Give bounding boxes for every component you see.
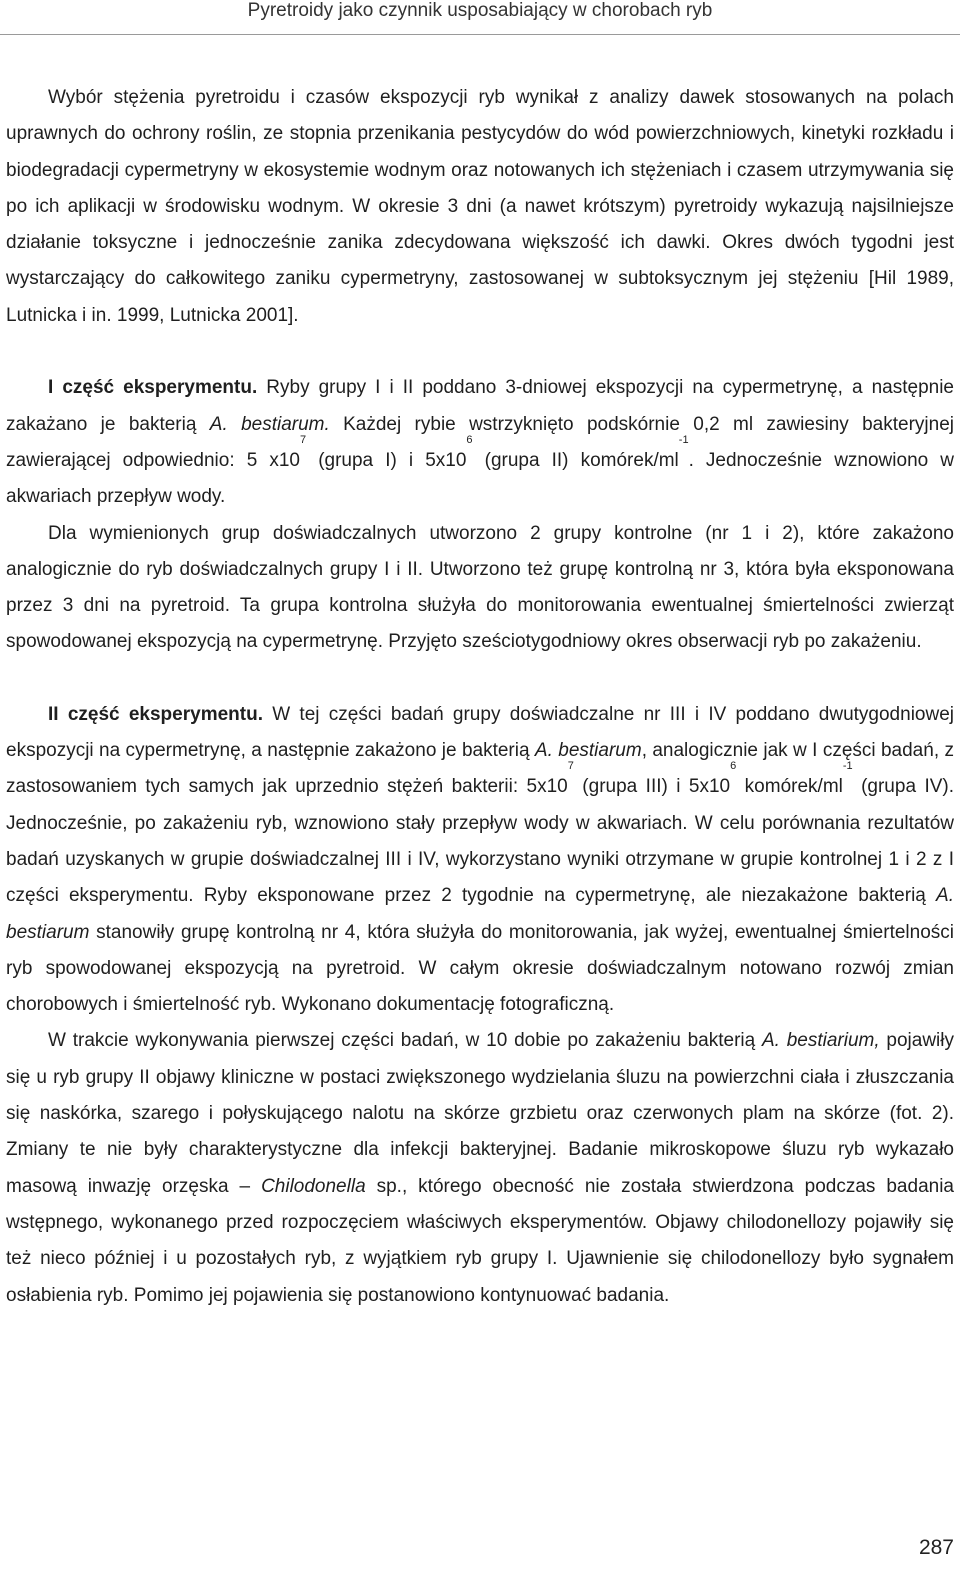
body-text <box>6 80 954 1314</box>
superscript: -1 <box>842 760 853 773</box>
paragraph-dose-selection: Wybór stężenia pyretroidu i czasów ekspozycji ryb wynikał z analizy dawek stosowanych na polach uprawnych do ochrony roślin, ze stopnia przenikania pestycydów do wód powierzchniowych, kinetyki rozkładu i biodegradacji cypermetryny w ekosystemie wodnym oraz notowanych ich stężeniach i czasem utrzymywania się po ich aplikacji w środowisku wodnym. W okresie 3 dni (a nawet krótszym) pyretroidy wykazują najsilniejsze działanie toksyczne i jednocześnie zanika zdecydowana większość ich dawki. Okres dwóch tygodni jest wystarczający do całkowitego zaniku cypermetryny, zastosowanej w subtoksycznym jej stężeniu [Hil 1989, Lutnicka i in. 1999, Lutnicka 2001]. <box>6 87 954 326</box>
superscript: 7 <box>567 760 574 773</box>
species-name: A. bestiarum <box>534 740 642 762</box>
running-header <box>0 0 960 35</box>
section-lead-part-2: II część eksperymentu. <box>48 703 263 725</box>
text-segment: komórek/ml <box>736 776 843 798</box>
genus-name: Chilodonella <box>261 1175 366 1197</box>
paragraph-results <box>6 1023 954 1313</box>
text-segment: W trakcie wykonywania pierwszej części badań, w 10 dobie po zakażeniu bakterią <box>48 1030 762 1052</box>
text-segment: (grupa I) i 5x10 <box>306 449 467 471</box>
text-segment: sp., którego obecność nie została stwierdzona podczas badania wstępnego, wykonanego przed rozpoczęciem właściwych eksperymentów. Objawy chilodonellozy pojawiły się też nieco później i u pozostałych ryb, z wyjątkiem ryb grupy I. Ujawnienie się chilodonellozy było sygnałem osłabienia ryb. Pomimo jej pojawienia się postanowiono kontynuować badania. <box>6 1175 954 1306</box>
text-segment: (grupa III) i 5x10 <box>573 776 731 798</box>
superscript: 7 <box>299 433 307 446</box>
species-name: A. bestiarium, <box>761 1030 880 1052</box>
text-segment: . Jednocześnie wznowiono w akwariach przepływ wody. <box>6 449 955 508</box>
text-segment: (grupa IV). Jednocześnie, po zakażeniu ryb, wznowiono stały przepływ wody w akwariach. W celu porównania rezultatów badań uzyskanych w grupie doświadczalnej III i IV, wykorzystano wyniki otrzymane w grupie kontrolnej 1 i 2 z I części eksperymentu. Ryby eksponowane przez 2 tygodnie na cypermetrynę, ale niezakażone bakterią <box>6 776 955 907</box>
text-segment: Każdej rybie wstrzyknięto podskórnie 0,2 ml zawiesiny bakteryjnej zawierającej odpowiednio: 5 x10 <box>6 413 954 471</box>
text-segment: Ryby grupy I i II poddano 3-dniowej ekspozycji na cypermetrynę, a następnie zakażano je bakterią <box>6 377 955 435</box>
paragraph-experiment-part-2 <box>6 697 954 1024</box>
text-segment: W tej części badań grupy doświadczalne nr III i IV poddano dwutygodniowej ekspozycji na cypermetrynę, a następnie zakażono je bakterią <box>6 703 954 762</box>
paragraph-experiment-part-1 <box>6 370 954 515</box>
paragraph-control-groups: Dla wymienionych grup doświadczalnych utworzono 2 grupy kontrolne (nr 1 i 2), które zakażono analogicznie do ryb doświadczalnych grupy I i II. Utworzono też grupę kontrolną nr 3, która była eksponowana przez 3 dni na pyretroid. Ta grupa kontrolna służyła do monitorowania ewentualnej śmiertelności zwierząt spowodowanej ekspozycją na cypermetrynę. Przyjęto sześciotygodniowy okres obserwacji ryb po zakażeniu. <box>6 522 954 653</box>
superscript: 6 <box>730 760 737 773</box>
page-number: 287 <box>918 1536 954 1559</box>
species-name: A. bestiarum. <box>209 413 330 435</box>
text-segment: stanowiły grupę kontrolną nr 4, która służyła do monitorowania, jak wyżej, ewentualnej śmiertelności ryb spowodowanej ekspozycją na pyretroid. W całym okresie doświadczalnym notowano rozwój zmian chorobowych i śmiertelność ryb. Wykonano dokumentację fotograficzną. <box>6 921 954 1016</box>
superscript: -1 <box>678 433 689 446</box>
running-title: Pyretroidy jako czynnik usposabiający w chorobach ryb <box>247 0 713 21</box>
text-segment: pojawiły się u ryb grupy II objawy kliniczne w postaci zwiększonego wydzielania śluzu na powierzchni ciała i złuszczania się naskórka, szarego i połyskującego nalotu na skórze grzbietu oraz czerwonych plam na skórze (fot. 2). Zmiany te nie były charakterystyczne dla infekcji bakteryjnej. Badanie mikroskopowe śluzu ryb wykazało masową inwazję orzęska – <box>6 1030 954 1197</box>
text-segment: , analogicznie jak w I części badań, z zastosowaniem tych samych jak uprzednio stężeń bakterii: 5x10 <box>6 740 954 798</box>
text-segment: (grupa II) komórek/ml <box>472 449 679 471</box>
species-name: A. bestiarum <box>6 885 954 943</box>
section-lead-part-1: I część eksperymentu. <box>48 377 258 399</box>
superscript: 6 <box>466 433 473 446</box>
